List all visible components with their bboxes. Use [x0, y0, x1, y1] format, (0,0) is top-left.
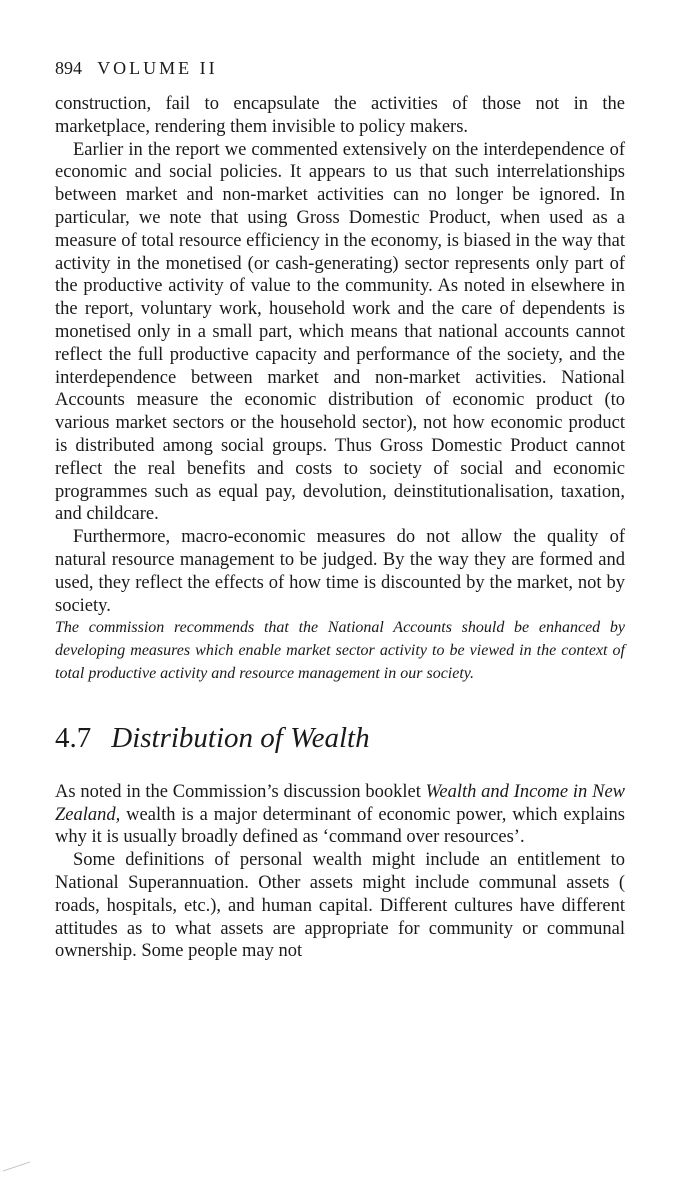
section-heading	[55, 722, 625, 755]
paragraph-interdependence: Earlier in the report we commented extensively on the interdependence of economic and social policies. It appears to us that such interrelationships between market and non-market activities can no longer be ignored. In particular, we note that using Gross Domestic Product, when used as a measure of total resource efficiency in the economy, is biased in the way that activity in the monetised (or cash-generating) sector represents only part of the productive activity of value to the community. As noted in elsewhere in the report, voluntary work, household work and the care of dependents is monetised only in a small part, which means that national accounts cannot reflect the full productive capacity and performance of the society, and the interdependence between market and non-market activities. National Accounts measure the economic distribution of economic product (to various market sectors or the household sector), not how economic product is distributed among social groups. Thus Gross Domestic Product cannot reflect the real benefits and costs to society of social and economic programmes such as equal pay, devolution, deinstitutionalisation, taxation, and childcare.	[55, 139, 625, 525]
paragraph-personal-wealth: Some definitions of personal wealth might include an entitlement to National Superannuation. Other assets might include communal assets ( roads, hospitals, etc.), and human capital. Different cultures have different attitudes as to what assets are appropriate for community or communal ownership. Some people may not	[55, 850, 625, 962]
paragraph-continuation: construction, fail to encapsulate the activities of those not in the marketplace, rendering them invisible to policy makers.	[55, 94, 625, 137]
paragraph-wealth-definition	[55, 781, 625, 849]
running-header	[55, 58, 625, 79]
running-title: VOLUME II	[97, 58, 218, 78]
section-body-text	[55, 781, 625, 963]
page-number: 894	[55, 58, 82, 78]
recommendation-text: The commission recommends that the National Accounts should be enhanced by developing measures which enable market sector activity to be viewed in the context of total productive activity and resource management in our society.	[55, 619, 625, 682]
paragraph-macro-economic: Furthermore, macro-economic measures do not allow the quality of natural resource management to be judged. By the way they are formed and used, they reflect the effects of how time is discounted by the market, not by society.	[55, 527, 625, 616]
section-number: 4.7	[55, 721, 92, 754]
document-page	[55, 58, 625, 963]
booklet-title: Wealth and Income in New Zealand,	[55, 781, 625, 825]
body-text	[55, 93, 625, 686]
text-fragment: As noted in the Commission’s discussion booklet	[55, 781, 426, 802]
scan-mark	[2, 1160, 32, 1172]
section-title: Distribution of Wealth	[111, 721, 370, 754]
text-fragment: wealth is a major determinant of economic power, which explains why it is usually broadly defined as ‘command over resources’.	[55, 804, 625, 848]
